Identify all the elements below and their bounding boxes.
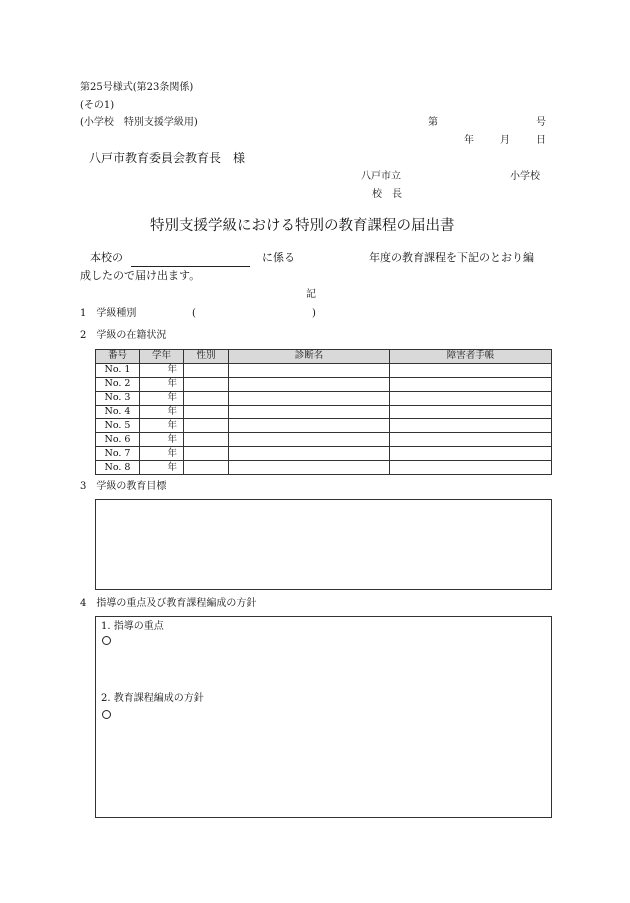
row-grade[interactable]: 年	[140, 391, 184, 405]
guidance-policy-box[interactable]	[95, 616, 552, 818]
row-grade[interactable]: 年	[140, 419, 184, 433]
row-card-cell[interactable]	[390, 433, 552, 447]
row-number: No. 6	[96, 433, 140, 447]
education-goal-box[interactable]	[95, 499, 552, 590]
row-diagnosis-cell[interactable]	[229, 433, 390, 447]
table-row	[96, 405, 552, 419]
date-day: 日	[536, 135, 546, 146]
header-diagnosis: 診断名	[229, 350, 390, 364]
circle-bullet-icon	[102, 636, 111, 648]
date-month: 月	[500, 135, 510, 146]
row-gender-cell[interactable]	[184, 447, 229, 461]
doc-number-go: 号	[536, 117, 546, 128]
row-gender-cell[interactable]	[184, 461, 229, 475]
row-gender-cell[interactable]	[184, 433, 229, 447]
table-row	[96, 419, 552, 433]
header-number: 番号	[96, 350, 140, 364]
row-grade[interactable]: 年	[140, 433, 184, 447]
row-card-cell[interactable]	[390, 447, 552, 461]
section1-label: 1 学級種別	[80, 308, 137, 319]
row-gender-cell[interactable]	[184, 363, 229, 377]
row-diagnosis-cell[interactable]	[229, 461, 390, 475]
row-number: No. 7	[96, 447, 140, 461]
row-gender-cell[interactable]	[184, 405, 229, 419]
table-header-row	[96, 350, 552, 364]
sender-city: 八戸市立	[361, 171, 401, 182]
section4-label: 4 指導の重点及び教育課程編成の方針	[80, 598, 257, 609]
sender-principal: 校 長	[372, 189, 402, 200]
row-card-cell[interactable]	[390, 391, 552, 405]
table-row	[96, 377, 552, 391]
row-diagnosis-cell[interactable]	[229, 419, 390, 433]
date-year: 年	[464, 135, 474, 146]
ki-heading: 記	[306, 289, 316, 300]
row-grade[interactable]: 年	[140, 363, 184, 377]
row-card-cell[interactable]	[390, 363, 552, 377]
table-row	[96, 363, 552, 377]
row-diagnosis-cell[interactable]	[229, 363, 390, 377]
header-grade: 学年	[140, 350, 184, 364]
addressee: 八戸市教育委員会教育長 様	[89, 151, 246, 165]
row-number: No. 5	[96, 419, 140, 433]
row-grade[interactable]: 年	[140, 405, 184, 419]
circle-bullet-icon	[102, 710, 111, 722]
body-ni-kakaru: に係る	[262, 251, 295, 264]
guidance-focus-heading: 1. 指導の重点	[101, 621, 164, 632]
table-row	[96, 447, 552, 461]
table-row	[96, 433, 552, 447]
row-grade[interactable]: 年	[140, 447, 184, 461]
row-diagnosis-cell[interactable]	[229, 447, 390, 461]
body-nendo-text: 年度の教育課程を下記のとおり編	[369, 251, 534, 264]
row-number: No. 2	[96, 377, 140, 391]
row-number: No. 4	[96, 405, 140, 419]
year-blank-underline[interactable]	[131, 266, 250, 267]
section3-label: 3 学級の教育目標	[80, 481, 167, 492]
body-line2: 成したので届け出ます。	[80, 269, 201, 282]
row-number: No. 8	[96, 461, 140, 475]
row-grade[interactable]: 年	[140, 461, 184, 475]
section1-open-paren: (	[192, 308, 196, 319]
form-category: (小学校 特別支援学級用)	[80, 117, 198, 128]
header-disability-card: 障害者手帳	[390, 350, 552, 364]
body-honkou: 本校の	[90, 251, 123, 264]
section2-label: 2 学級の在籍状況	[80, 330, 167, 341]
row-grade[interactable]: 年	[140, 377, 184, 391]
header-gender: 性別	[184, 350, 229, 364]
row-diagnosis-cell[interactable]	[229, 391, 390, 405]
section1-close-paren: )	[312, 308, 316, 319]
enrollment-table	[95, 349, 552, 475]
row-card-cell[interactable]	[390, 461, 552, 475]
row-gender-cell[interactable]	[184, 419, 229, 433]
row-card-cell[interactable]	[390, 405, 552, 419]
row-gender-cell[interactable]	[184, 377, 229, 391]
doc-number-dai: 第	[428, 117, 438, 128]
table-row	[96, 461, 552, 475]
row-gender-cell[interactable]	[184, 391, 229, 405]
curriculum-policy-heading: 2. 教育課程編成の方針	[101, 693, 204, 704]
row-diagnosis-cell[interactable]	[229, 377, 390, 391]
sender-school: 小学校	[510, 171, 540, 182]
table-row	[96, 391, 552, 405]
form-part: (その1)	[80, 100, 115, 111]
document-title: 特別支援学級における特別の教育課程の届出書	[150, 218, 455, 234]
row-number: No. 3	[96, 391, 140, 405]
row-card-cell[interactable]	[390, 377, 552, 391]
row-diagnosis-cell[interactable]	[229, 405, 390, 419]
row-number: No. 1	[96, 363, 140, 377]
row-card-cell[interactable]	[390, 419, 552, 433]
form-number: 第25号様式(第23条関係)	[80, 82, 194, 93]
